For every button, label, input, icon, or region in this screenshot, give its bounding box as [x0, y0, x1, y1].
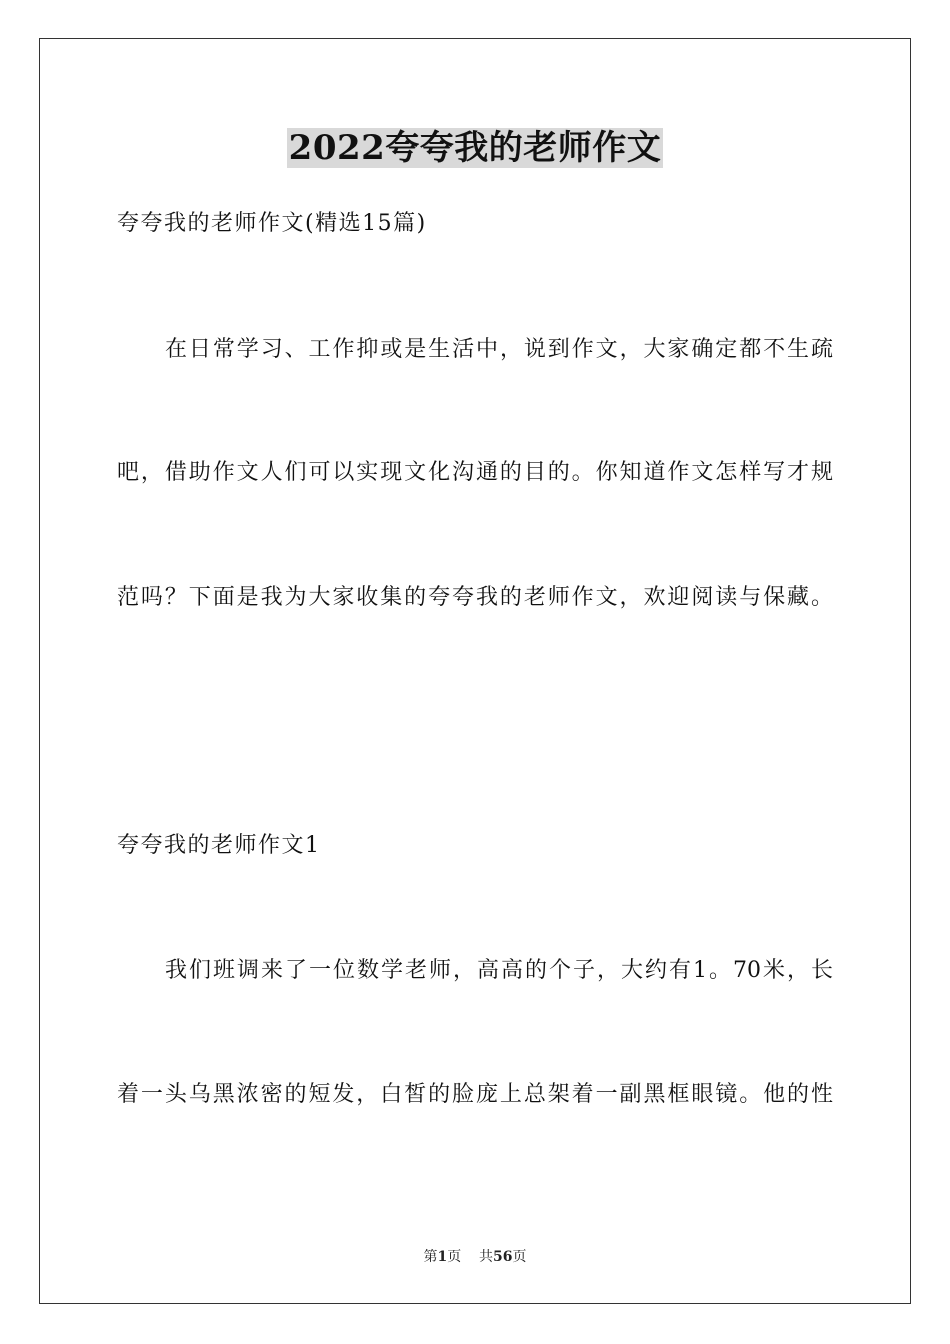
intro-paragraph-line-2: 吧，借助作文人们可以实现文化沟通的目的。你知道作文怎样写才规 — [117, 460, 833, 485]
intro-paragraph-line-3: 范吗？下面是我为大家收集的夸夸我的老师作文，欢迎阅读与保藏。 — [117, 585, 833, 610]
document-title — [0, 124, 950, 172]
footer-total-suffix: 页 — [512, 1249, 527, 1265]
footer-page-number: 1 — [437, 1249, 448, 1265]
section-paragraph-line-1: 我们班调来了一位数学老师，高高的个子，大约有1。70米，长 — [165, 958, 833, 983]
footer-total-pages: 56 — [493, 1249, 513, 1265]
page-footer — [0, 1247, 950, 1267]
footer-total-prefix: 共 — [479, 1249, 494, 1265]
document-subtitle: 夸夸我的老师作文(精选15篇) — [117, 211, 427, 236]
document-title-text: 2022夸夸我的老师作文 — [288, 128, 662, 168]
section-heading: 夸夸我的老师作文1 — [117, 833, 321, 858]
footer-page-prefix: 第 — [423, 1249, 438, 1265]
section-paragraph-line-2: 着一头乌黑浓密的短发，白皙的脸庞上总架着一副黑框眼镜。他的性 — [117, 1082, 833, 1107]
intro-paragraph-line-1: 在日常学习、工作抑或是生活中，说到作文，大家确定都不生疏 — [165, 337, 833, 362]
footer-page-suffix: 页 — [447, 1249, 462, 1265]
